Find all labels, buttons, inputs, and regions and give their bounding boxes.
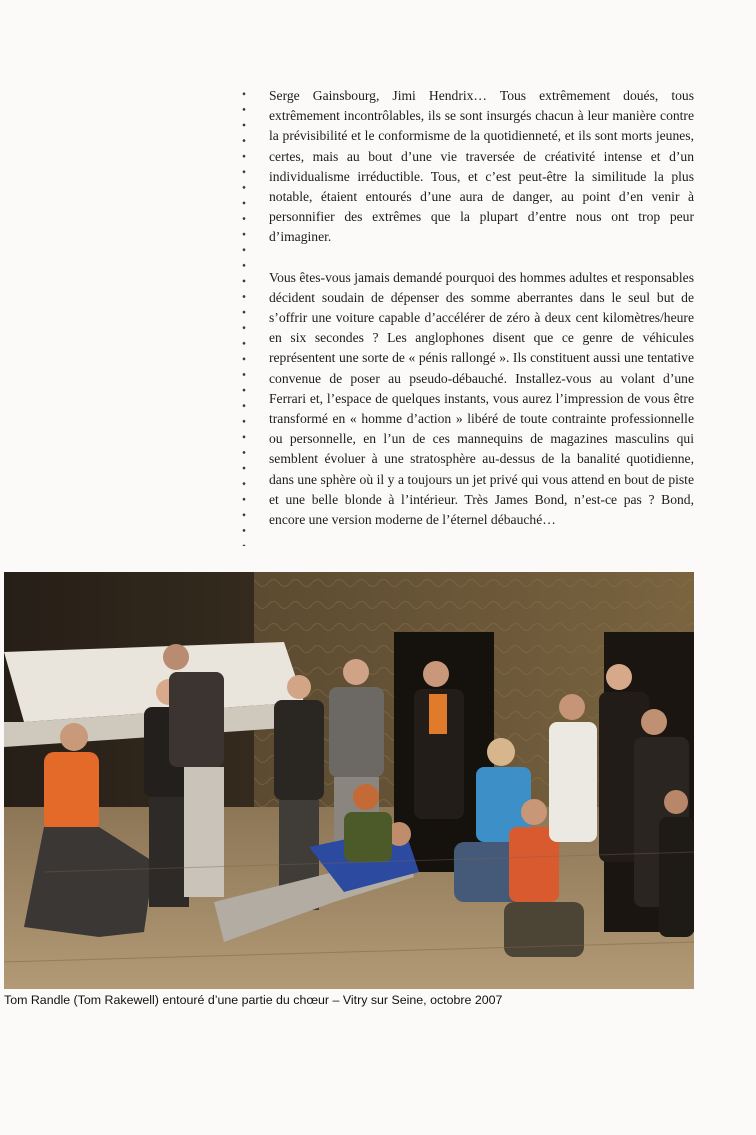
dotted-margin-rule bbox=[242, 86, 246, 546]
stage-photograph bbox=[4, 572, 694, 989]
article-body bbox=[269, 86, 694, 530]
article-paragraph-2: Vous êtes-vous jamais demandé pourquoi des hommes adultes et responsables décident soudain de dépenser des somme aberrantes dans le seul but de s’offrir une voiture capable d’accélérer de zéro à deux cent kilomètres/heure en six secondes ? Les anglophones disent que ce genre de véhicules représentent une sorte de « pénis rallongé ». Ils constituent aussi une tentative convenue de poser au pseudo-débauché. Installez-vous au volant d’une Ferrari et, l’espace de quelques instants, vous aurez l’impression de vous être transformé en « homme d’action » libéré de toute contrainte professionnelle ou personnelle, en l’un de ces mannequins de magazines masculins qui semblent évoluer à une stratosphère au-dessus de la banalité quotidienne, dans une sphère où il y a toujours un jet privé qui vous attend en bout de piste et une belle blonde à l’intérieur. Très James Bond, n’est-ce pas ? Bond, encore une version moderne de l’éternel débauché… bbox=[269, 269, 694, 528]
stage-photo-illustration bbox=[4, 572, 694, 989]
article-paragraph-1: Serge Gainsbourg, Jimi Hendrix… Tous extrêmement doués, tous extrêmement incontrôlables, ils se sont insurgés chacun à leur manière contre la prévisibilité et le conformisme de la quotidienneté, et ils sont morts jeunes, certes, mais au bout d’une vie traversée de créativité intense et d’un individualisme irréductible. Tous, et c’est peut-être la similitude la plus notable, étaient entourés d’une aura de danger, au point d’en venir à personnifier des extrêmes que la plupart d’entre nous ont trop peur d’imaginer. bbox=[269, 88, 694, 245]
photo-caption: Tom Randle (Tom Rakewell) entouré d’une partie du chœur – Vitry sur Seine, octobre 2007 bbox=[4, 993, 503, 1007]
